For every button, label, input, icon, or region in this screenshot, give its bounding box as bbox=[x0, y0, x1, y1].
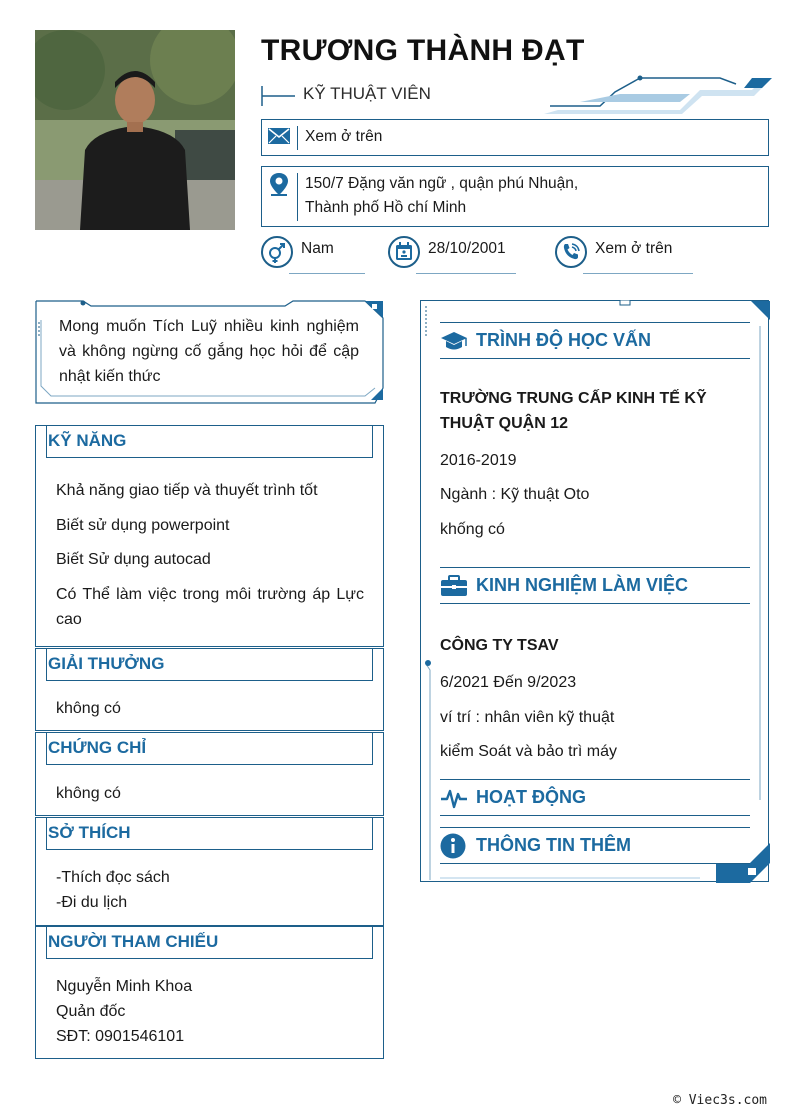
phone-icon bbox=[555, 236, 587, 268]
watermark-footer: © Viec3s.com bbox=[673, 1093, 767, 1108]
list-item: -Đi du lịch bbox=[56, 894, 128, 911]
hobbies-title: SỞ THÍCH bbox=[48, 823, 131, 842]
certificates-header bbox=[46, 733, 373, 765]
list-item: Có Thể làm việc trong môi trường áp Lực cao bbox=[56, 586, 364, 628]
awards-title: GIẢI THƯỞNG bbox=[48, 654, 165, 673]
briefcase-icon bbox=[440, 573, 468, 599]
right-panel bbox=[420, 300, 769, 882]
header-decoration bbox=[540, 72, 775, 114]
experience-position: ví trí : nhân viên kỹ thuật bbox=[440, 709, 615, 726]
info-icon bbox=[440, 833, 468, 859]
activities-title: HOẠT ĐỘNG bbox=[476, 787, 586, 807]
references-header bbox=[46, 927, 373, 959]
experience-company: CÔNG TY TSAV bbox=[440, 637, 559, 654]
awards-text: không có bbox=[56, 700, 121, 717]
list-item: Khả năng giao tiếp và thuyết trình tốt bbox=[56, 482, 318, 499]
career-objective bbox=[35, 300, 384, 404]
education-header bbox=[440, 322, 750, 359]
activities-header bbox=[440, 779, 750, 816]
objective-text: Mong muốn Tích Luỹ nhiều kinh nghiệm và không ngừng cố gắng học hỏi để cập nhật kiến thức bbox=[59, 318, 359, 385]
awards-header bbox=[46, 649, 373, 681]
hobbies-header bbox=[46, 818, 373, 850]
gender-icon bbox=[261, 236, 293, 268]
experience-duty: kiểm Soát và bảo trì máy bbox=[440, 743, 617, 760]
education-title: TRÌNH ĐỘ HỌC VẤN bbox=[476, 330, 651, 350]
experience-header bbox=[440, 567, 750, 604]
envelope-icon bbox=[268, 128, 290, 146]
skills-section bbox=[35, 425, 384, 647]
address-line-1: 150/7 Đặng văn ngữ , quận phú Nhuận, bbox=[305, 175, 579, 192]
reference-position: Quản đốc bbox=[56, 1003, 126, 1020]
email-box bbox=[261, 119, 769, 156]
avatar bbox=[35, 30, 235, 230]
certificates-text: không có bbox=[56, 785, 121, 802]
reference-name: Nguyễn Minh Khoa bbox=[56, 978, 193, 995]
certificates-section bbox=[35, 732, 384, 816]
reference-phone: SĐT: 0901546101 bbox=[56, 1028, 185, 1045]
list-item: Biết Sử dụng autocad bbox=[56, 551, 211, 568]
more-info-title: THÔNG TIN THÊM bbox=[476, 835, 631, 855]
phone-value: Xem ở trên bbox=[595, 240, 673, 257]
gender-value: Nam bbox=[301, 240, 334, 257]
certificates-title: CHỨNG CHỈ bbox=[48, 738, 147, 757]
experience-title: KINH NGHIỆM LÀM VIỆC bbox=[476, 575, 689, 595]
job-title: KỸ THUẬT VIÊN bbox=[303, 84, 431, 103]
references-section bbox=[35, 926, 384, 1059]
more-info-header bbox=[440, 827, 750, 864]
list-item: Biết sử dụng powerpoint bbox=[56, 517, 230, 534]
birthdate-value: 28/10/2001 bbox=[428, 240, 506, 257]
skills-header bbox=[46, 426, 373, 458]
pulse-icon bbox=[440, 785, 468, 811]
address-box bbox=[261, 166, 769, 227]
map-pin-icon bbox=[269, 173, 289, 197]
graduation-cap-icon bbox=[440, 328, 468, 354]
email-value: Xem ở trên bbox=[305, 128, 383, 145]
candidate-name: TRƯƠNG THÀNH ĐẠT bbox=[261, 34, 585, 67]
skills-title: KỸ NĂNG bbox=[48, 431, 127, 450]
education-school: TRƯỜNG TRUNG CẤP KINH TẾ KỸ THUẬT QUẬN 12 bbox=[440, 390, 707, 432]
address-line-2: Thành phố Hồ chí Minh bbox=[305, 199, 467, 216]
references-title: NGƯỜI THAM CHIẾU bbox=[48, 932, 219, 951]
job-title-connector bbox=[261, 86, 299, 106]
education-period: 2016-2019 bbox=[440, 452, 517, 469]
awards-section bbox=[35, 648, 384, 731]
phone-info bbox=[555, 236, 695, 276]
calendar-icon bbox=[388, 236, 420, 268]
experience-period: 6/2021 Đến 9/2023 bbox=[440, 674, 577, 691]
gender-info bbox=[261, 236, 371, 276]
list-item: -Thích đọc sách bbox=[56, 869, 170, 886]
education-major: Ngành : Kỹ thuật Oto bbox=[440, 486, 590, 503]
education-note: khống có bbox=[440, 521, 505, 538]
hobbies-section bbox=[35, 817, 384, 926]
birthdate-info bbox=[388, 236, 523, 276]
